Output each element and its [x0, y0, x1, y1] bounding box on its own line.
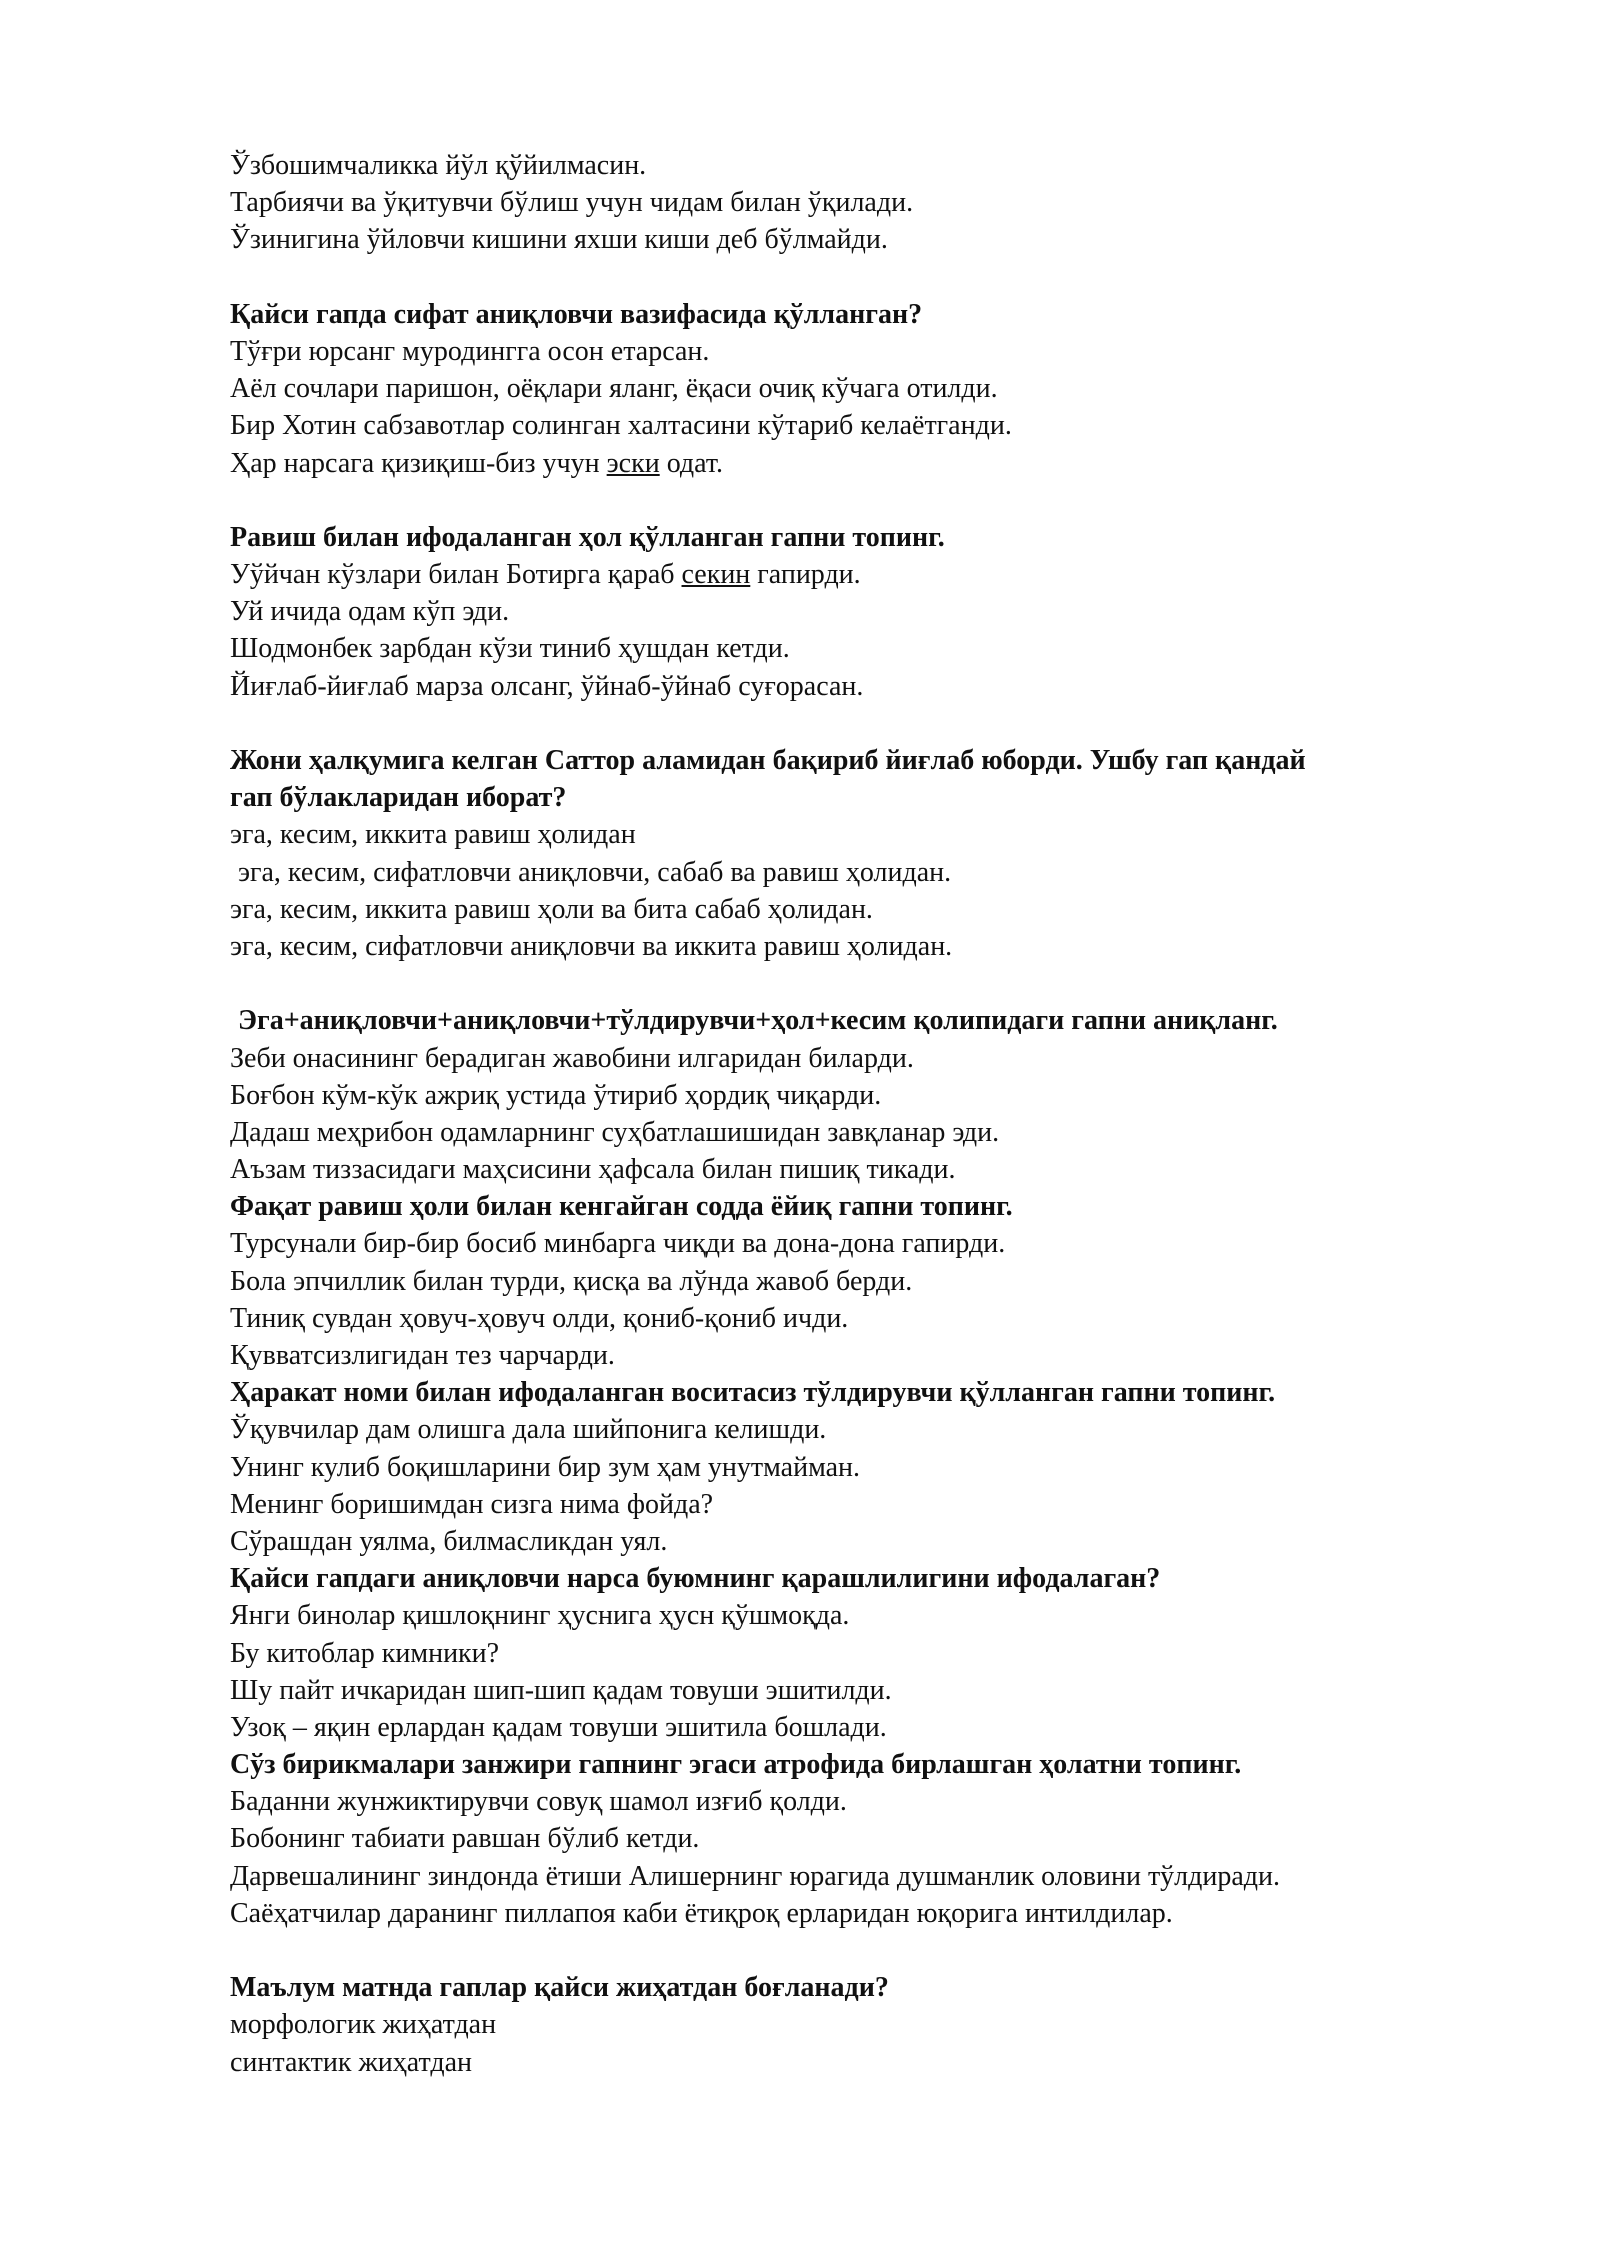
- blank-line: [230, 965, 1510, 1002]
- answer-option: эга, кесим, сифатловчи аниқловчи ва иккита равиш ҳолидан.: [230, 930, 953, 962]
- option-text: Уўйчан кўзлари билан Ботирга қараб: [230, 559, 682, 591]
- option-text: Ҳар нарсага қизиқиш-биз учун: [230, 447, 607, 479]
- answer-option: Боғбон кўм-кўк ажриқ устида ўтириб ҳордиқ чиқарди.: [230, 1079, 882, 1111]
- answer-option: Зеби онасининг берадиган жавобини илгаридан биларди.: [230, 1042, 914, 1074]
- answer-option: Бир Хотин сабзавотлар солинган халтасини кўтариб келаётганди.: [230, 410, 1012, 442]
- question-heading: Сўз бирикмалари занжири гапнинг эгаси атрофида бирлашган ҳолатни топинг.: [230, 1749, 1242, 1781]
- answer-option: эга, кесим, сифатловчи аниқловчи, сабаб ва равиш ҳолидан.: [238, 856, 952, 888]
- question-heading: Қайси гапдаги аниқловчи нарса буюмнинг қарашлилигини ифодалаган?: [230, 1563, 1161, 1595]
- answer-option: Менинг боришимдан сизга нима фойда?: [230, 1488, 714, 1520]
- answer-option: морфологик жиҳатдан: [230, 2009, 497, 2041]
- question-heading: Фақат равиш ҳоли билан кенгайган содда ёйиқ гапни топинг.: [230, 1191, 1013, 1223]
- option-text: гапирди.: [750, 559, 861, 591]
- answer-option: Дадаш меҳрибон одамларнинг суҳбатлашишидан завқланар эди.: [230, 1116, 1000, 1148]
- underlined-word: секин: [681, 559, 751, 591]
- answer-option: Йиғлаб-йиғлаб марза олсанг, ўйнаб-ўйнаб суғорасан.: [230, 670, 864, 702]
- answer-option: Аёл сочлари паришон, оёқлари яланг, ёқаси очиқ кўчага отилди.: [230, 373, 998, 405]
- answer-option: Аъзам тиззасидаги маҳсисини ҳафсала билан пишиқ тикади.: [230, 1154, 956, 1186]
- answer-option: Баданни жунжиктирувчи совуқ шамол изғиб қолди.: [230, 1786, 847, 1818]
- answer-option: Уй ичида одам кўп эди.: [230, 596, 510, 628]
- question-heading: Равиш билан ифодаланган ҳол қўлланган гапни топинг.: [230, 521, 945, 553]
- answer-option: Бобонинг табиати равшан бўлиб кетди.: [230, 1823, 700, 1855]
- answer-option: Тўғри юрсанг муродингга осон етарсан.: [230, 335, 710, 367]
- question-heading: гап бўлакларидан иборат?: [230, 782, 567, 814]
- answer-option: синтактик жиҳатдан: [230, 2046, 473, 2078]
- question-heading: Эга+аниқловчи+аниқловчи+тўлдирувчи+ҳол+кесим қолипидаги гапни аниқланг.: [238, 1005, 1278, 1037]
- answer-option: [230, 445, 1510, 482]
- text-line: Ўзбошимчаликка йўл қўйилмасин.: [230, 150, 647, 181]
- answer-option: Сўрашдан уялма, билмасликдан уял.: [230, 1525, 668, 1557]
- answer-option: Унинг кулиб боқишларини бир зум ҳам унутмайман.: [230, 1451, 861, 1483]
- blank-line: [230, 482, 1510, 519]
- answer-option: Шу пайт ичкаридан шип-шип қадам товуши эшитилди.: [230, 1674, 892, 1706]
- text-line: Тарбиячи ва ўқитувчи бўлиш учун чидам билан ўқилади.: [230, 187, 914, 219]
- answer-option: Тиниқ сувдан ҳовуч-ҳовуч олди, қониб-қониб ичди.: [230, 1302, 849, 1334]
- underlined-word: эски: [606, 447, 660, 479]
- blank-line: [230, 259, 1510, 296]
- text-line: Ўзинигина ўйловчи кишини яхши киши деб бўлмайди.: [230, 224, 888, 256]
- answer-option: [230, 556, 1510, 593]
- answer-option: Дарвешалининг зиндонда ётиши Алишернинг юрагида душманлик оловини тўлдиради.: [230, 1860, 1281, 1892]
- option-text: одат.: [659, 447, 723, 479]
- answer-option: Ўқувчилар дам олишга дала шийпонига келишди.: [230, 1414, 827, 1446]
- question-heading: Маълум матнда гаплар қайси жиҳатдан боғланади?: [230, 1972, 889, 2004]
- answer-option: Турсунали бир-бир босиб минбарга чиқди ва дона-дона гапирди.: [230, 1228, 1006, 1260]
- answer-option: Янги бинолар қишлоқнинг ҳуснига ҳусн қўшмоқда.: [230, 1600, 850, 1632]
- question-heading: Жони ҳалқумига келган Саттор аламидан бақириб йиғлаб юборди. Ушбу гап қандай: [230, 745, 1306, 776]
- answer-option: эга, кесим, иккита равиш ҳоли ва бита сабаб ҳолидан.: [230, 893, 873, 925]
- question-heading: Ҳаракат номи билан ифодаланган воситасиз тўлдирувчи қўлланган гапни топинг.: [230, 1377, 1276, 1409]
- answer-option: Бу китоблар кимники?: [230, 1637, 500, 1669]
- answer-option: Бола эпчиллик билан турди, қисқа ва лўнда жавоб берди.: [230, 1265, 913, 1297]
- blank-line: [230, 705, 1510, 742]
- blank-line: [230, 1932, 1510, 1969]
- answer-option: Узоқ – яқин ерлардан қадам товуши эшитила бошлади.: [230, 1711, 887, 1743]
- answer-option: Шодмонбек зарбдан кўзи тиниб ҳушдан кетди.: [230, 633, 790, 665]
- answer-option: Қувватсизлигидан тез чарчарди.: [230, 1340, 615, 1371]
- question-heading: Қайси гапда сифат аниқловчи вазифасида қўлланган?: [230, 298, 923, 330]
- answer-option: эга, кесим, иккита равиш ҳолидан: [230, 819, 636, 851]
- answer-option: Саёҳатчилар даранинг пиллапоя каби ётиқроқ ерларидан юқорига интилдилар.: [230, 1897, 1173, 1929]
